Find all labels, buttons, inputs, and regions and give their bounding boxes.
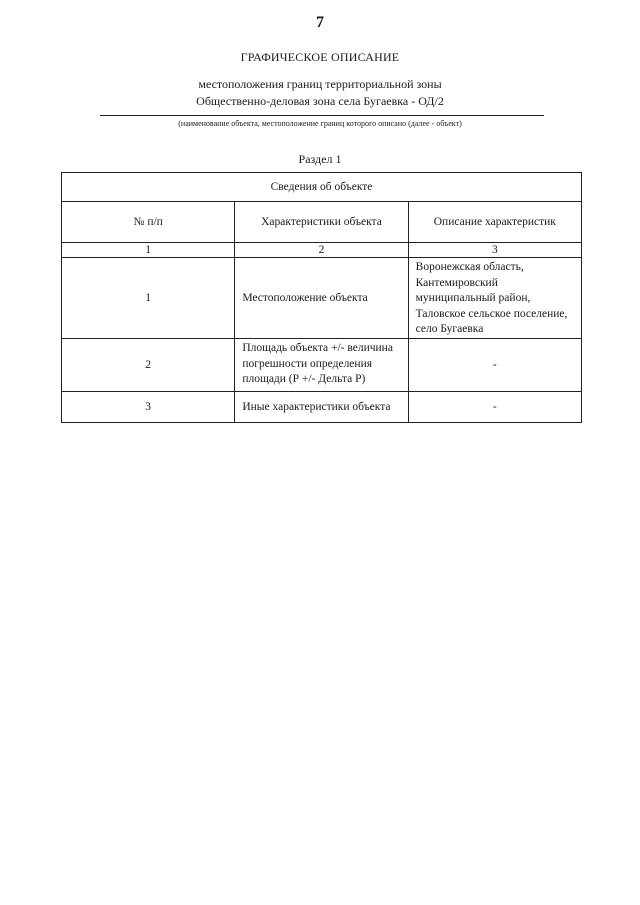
table-row [62,258,582,339]
row-characteristic: Иные характеристики объекта [235,391,408,422]
row-description: - [408,391,581,422]
column-numbers-row [62,243,582,258]
row-number: 2 [62,338,235,391]
row-characteristic: Местоположение объекта [235,258,408,339]
table-header-row [62,173,582,202]
table-row [62,338,582,391]
object-info-table [61,172,582,423]
column-header-characteristic: Характеристики объекта [235,202,408,243]
column-header-description: Описание характеристик [408,202,581,243]
section-title: Раздел 1 [298,152,342,166]
column-number-3: 3 [408,243,581,258]
document-title: ГРАФИЧЕСКОЕ ОПИСАНИЕ [240,50,400,64]
row-characteristic: Площадь объекта +/- величина погрешности определения площади (Р +/- Дельта Р) [235,338,408,391]
column-number-1: 1 [62,243,235,258]
page-number: 7 [316,14,324,31]
row-number: 1 [62,258,235,339]
row-description: Воронежская область, Кантемировский муниципальный район, Таловское сельское поселение, село Бугаевка [408,258,581,339]
object-caption: (наименование объекта, местоположение границ которого описано (далее - объект) [178,119,462,128]
row-description: - [408,338,581,391]
column-header-number: № п/п [62,202,235,243]
subtitle-line-1: местоположения границ территориальной зоны [198,77,442,91]
column-number-2: 2 [235,243,408,258]
underline-rule [100,115,544,116]
table-row [62,391,582,422]
subtitle-line-2: Общественно-деловая зона села Бугаевка - ОД/2 [196,94,444,108]
row-number: 3 [62,391,235,422]
column-headers-row [62,202,582,243]
table-header: Сведения об объекте [62,173,582,202]
